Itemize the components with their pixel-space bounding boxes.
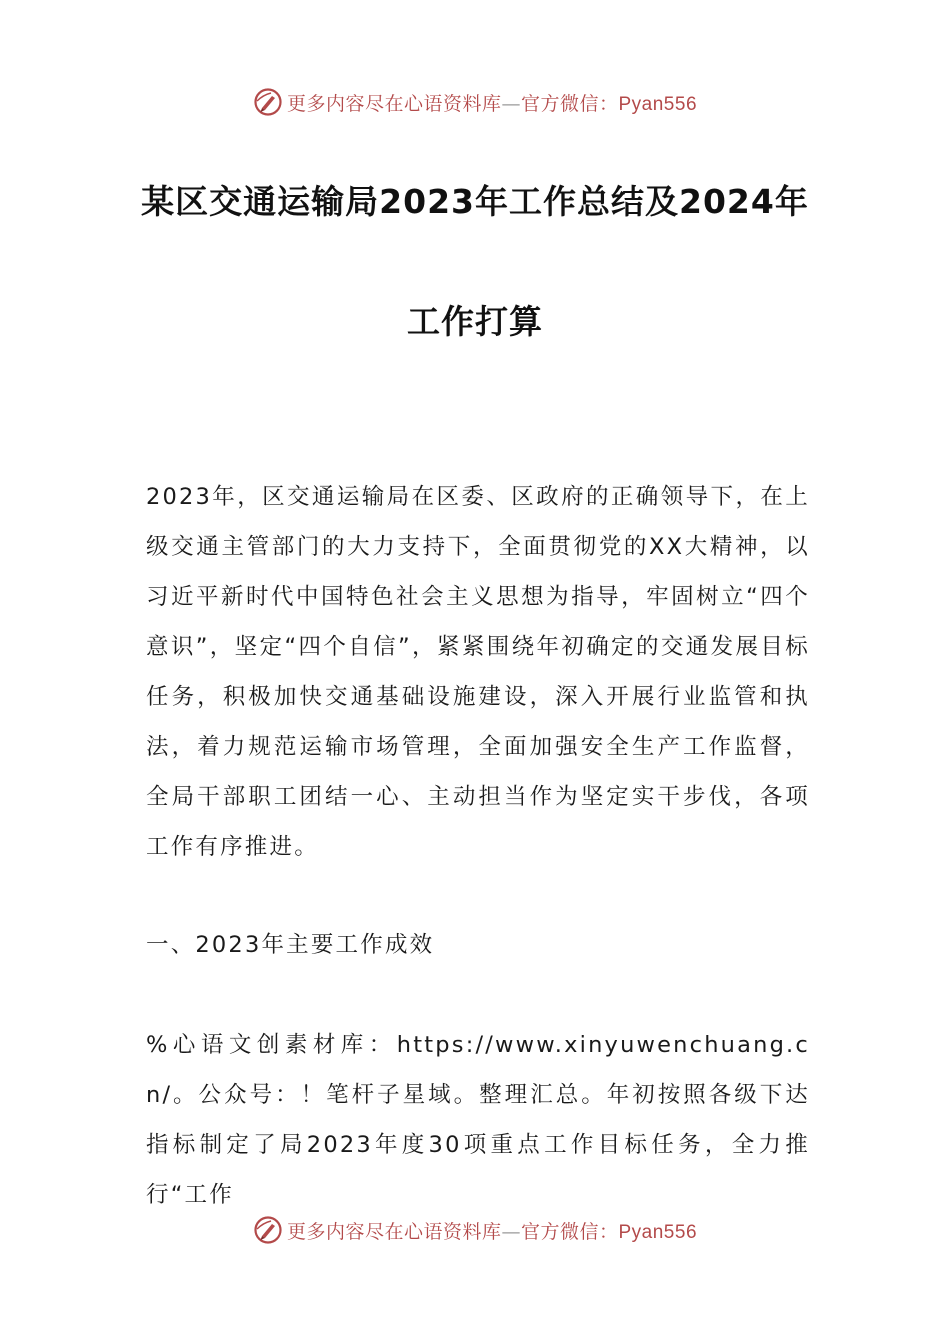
pen-logo-icon xyxy=(253,87,283,117)
banner-main-text: 更多内容尽在心语资料库 xyxy=(286,92,502,115)
document-title-line1: 某区交通运输局2023年工作总结及2024年 xyxy=(141,182,809,221)
banner-text xyxy=(287,89,697,116)
banner-wechat-id: Pyan556 xyxy=(618,1221,698,1243)
section-heading: 一、2023年主要工作成效 xyxy=(146,932,435,958)
header-banner xyxy=(0,82,950,122)
document-title-line2: 工作打算 xyxy=(407,302,543,341)
banner-wechat-label: 官方微信： xyxy=(520,92,619,115)
paragraph-achievements: %心语文创素材库：https://www.xinyuwenchuang.cn/。公众号：！笔杆子星域。整理汇总。年初按照各级下达指标制定了局2023年度30项重点工作目标任务，全力推行“工作 xyxy=(146,1032,810,1208)
footer-banner xyxy=(0,1210,950,1250)
paragraph-intro: 2023年，区交通运输局在区委、区政府的正确领导下，在上级交通主管部门的大力支持下，全面贯彻党的XX大精神，以习近平新时代中国特色社会主义思想为指导，牢固树立“四个意识”，坚定“四个自信”，紧紧围绕年初确定的交通发展目标任务，积极加快交通基础设施建设，深入开展行业监管和执法，着力规范运输市场管理，全面加强安全生产工作监督，全局干部职工团结一心、主动担当作为坚定实干步伐，各项工作有序推进。 xyxy=(146,484,810,860)
banner-main-text: 更多内容尽在心语资料库 xyxy=(286,1220,502,1243)
pen-logo-icon xyxy=(253,1215,283,1245)
banner-wechat-label: 官方微信： xyxy=(520,1220,619,1243)
banner-text xyxy=(287,1217,697,1244)
banner-dash: — xyxy=(501,1220,521,1243)
banner-wechat-id: Pyan556 xyxy=(618,93,698,115)
banner-dash: — xyxy=(501,92,521,115)
